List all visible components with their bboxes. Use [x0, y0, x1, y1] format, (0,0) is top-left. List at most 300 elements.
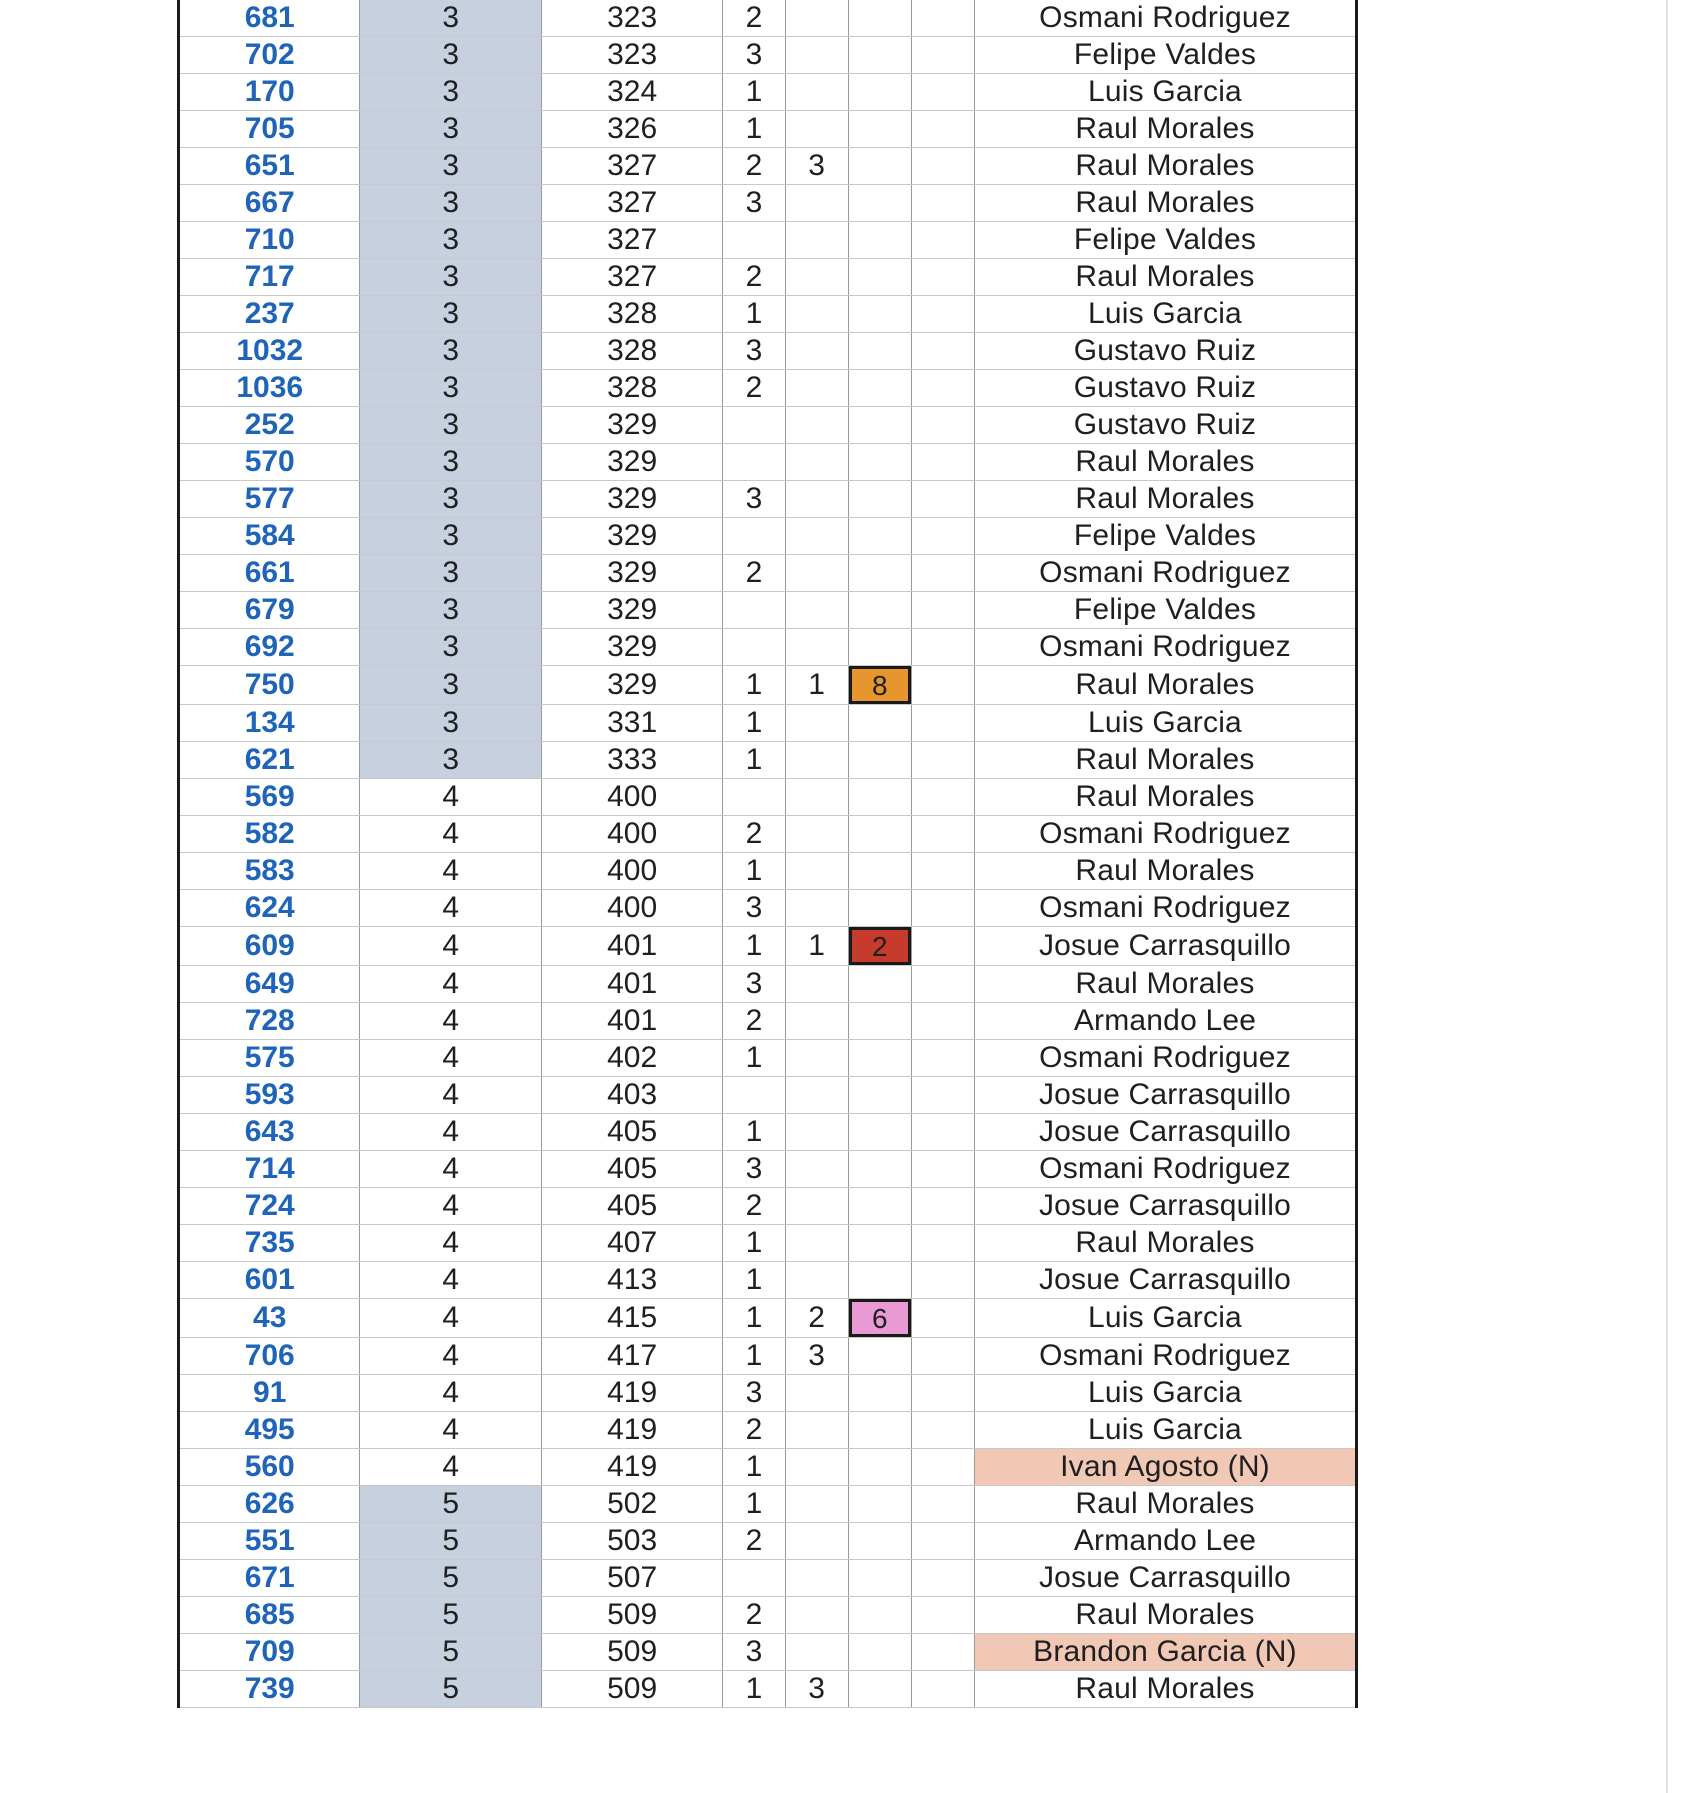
floor-cell: 4	[360, 1375, 541, 1412]
floor-cell: 3	[360, 37, 541, 74]
table-row	[179, 1560, 1357, 1597]
count-cell	[785, 296, 848, 333]
room-cell: 401	[541, 1003, 722, 1040]
unit-id-cell: 651	[179, 148, 360, 185]
unit-id-cell: 735	[179, 1225, 360, 1262]
count-cell	[785, 853, 848, 890]
count-cell	[785, 370, 848, 407]
inspector-name-cell: Felipe Valdes	[974, 222, 1356, 259]
inspector-name-cell: Armando Lee	[974, 1523, 1356, 1560]
blank-cell	[911, 1188, 974, 1225]
table-row	[179, 853, 1357, 890]
table-row	[179, 966, 1357, 1003]
room-cell: 333	[541, 742, 722, 779]
count-cell	[785, 0, 848, 37]
room-cell: 329	[541, 444, 722, 481]
count-cell	[785, 518, 848, 555]
tag-cell	[848, 1188, 911, 1225]
unit-id-cell: 705	[179, 111, 360, 148]
room-cell: 329	[541, 666, 722, 705]
blank-cell	[911, 1040, 974, 1077]
floor-cell: 4	[360, 1114, 541, 1151]
floor-cell: 3	[360, 259, 541, 296]
inspector-name-cell: Josue Carrasquillo	[974, 1077, 1356, 1114]
count-cell	[785, 481, 848, 518]
unit-id-cell: 43	[179, 1299, 360, 1338]
room-cell: 329	[541, 518, 722, 555]
tag-cell	[848, 742, 911, 779]
value-cell: 1	[723, 853, 785, 890]
count-cell	[785, 1003, 848, 1040]
blank-cell	[911, 370, 974, 407]
floor-cell: 3	[360, 148, 541, 185]
blank-cell	[911, 1597, 974, 1634]
count-cell	[785, 816, 848, 853]
floor-cell: 4	[360, 1151, 541, 1188]
value-cell: 1	[723, 1671, 785, 1708]
blank-cell	[911, 1114, 974, 1151]
tag-cell	[848, 705, 911, 742]
unit-id-cell: 569	[179, 779, 360, 816]
table-row	[179, 779, 1357, 816]
tag-cell	[848, 1412, 911, 1449]
blank-cell	[911, 222, 974, 259]
table-row	[179, 1523, 1357, 1560]
unit-id-cell: 706	[179, 1338, 360, 1375]
table-row	[179, 37, 1357, 74]
tag-cell	[848, 1114, 911, 1151]
value-cell: 2	[723, 0, 785, 37]
table-row	[179, 890, 1357, 927]
room-cell: 323	[541, 0, 722, 37]
tag-cell	[848, 1003, 911, 1040]
room-cell: 331	[541, 705, 722, 742]
unit-id-cell: 643	[179, 1114, 360, 1151]
count-cell	[785, 1449, 848, 1486]
value-cell: 2	[723, 370, 785, 407]
table-row	[179, 1634, 1357, 1671]
value-cell: 1	[723, 111, 785, 148]
room-cell: 419	[541, 1375, 722, 1412]
unit-id-cell: 685	[179, 1597, 360, 1634]
room-cell: 328	[541, 333, 722, 370]
count-cell	[785, 592, 848, 629]
value-cell: 2	[723, 1412, 785, 1449]
tag-cell	[848, 927, 911, 966]
blank-cell	[911, 74, 974, 111]
blank-cell	[911, 1375, 974, 1412]
value-cell: 3	[723, 1634, 785, 1671]
value-cell	[723, 1560, 785, 1597]
table-row	[179, 927, 1357, 966]
inspector-name-cell: Felipe Valdes	[974, 592, 1356, 629]
count-cell: 3	[785, 1338, 848, 1375]
value-cell: 3	[723, 890, 785, 927]
blank-cell	[911, 779, 974, 816]
blank-cell	[911, 481, 974, 518]
blank-cell	[911, 1262, 974, 1299]
table-row	[179, 1338, 1357, 1375]
floor-cell: 4	[360, 1262, 541, 1299]
room-cell: 323	[541, 37, 722, 74]
tag-cell	[848, 592, 911, 629]
unit-id-cell: 577	[179, 481, 360, 518]
room-cell: 324	[541, 74, 722, 111]
unit-id-cell: 709	[179, 1634, 360, 1671]
count-cell	[785, 1412, 848, 1449]
inspector-name-cell: Gustavo Ruiz	[974, 407, 1356, 444]
unit-id-cell: 551	[179, 1523, 360, 1560]
blank-cell	[911, 185, 974, 222]
room-cell: 327	[541, 148, 722, 185]
value-cell: 2	[723, 1523, 785, 1560]
table-body	[179, 0, 1357, 1708]
assignment-table	[177, 0, 1358, 1708]
value-cell: 1	[723, 1225, 785, 1262]
inspector-name-cell: Raul Morales	[974, 1225, 1356, 1262]
tag-cell	[848, 74, 911, 111]
tag-cell	[848, 296, 911, 333]
value-cell: 3	[723, 966, 785, 1003]
blank-cell	[911, 37, 974, 74]
floor-cell: 3	[360, 0, 541, 37]
value-cell: 3	[723, 185, 785, 222]
unit-id-cell: 681	[179, 0, 360, 37]
table-row	[179, 148, 1357, 185]
count-cell	[785, 1523, 848, 1560]
floor-cell: 5	[360, 1597, 541, 1634]
room-cell: 502	[541, 1486, 722, 1523]
count-cell	[785, 1077, 848, 1114]
value-cell: 3	[723, 1375, 785, 1412]
room-cell: 419	[541, 1449, 722, 1486]
inspector-name-cell: Josue Carrasquillo	[974, 1188, 1356, 1225]
table-row	[179, 1449, 1357, 1486]
blank-cell	[911, 444, 974, 481]
room-cell: 329	[541, 481, 722, 518]
table-row	[179, 222, 1357, 259]
blank-cell	[911, 1003, 974, 1040]
inspector-name-cell: Raul Morales	[974, 1486, 1356, 1523]
tag-cell	[848, 111, 911, 148]
value-cell: 1	[723, 1338, 785, 1375]
inspector-name-cell: Osmani Rodriguez	[974, 555, 1356, 592]
room-cell: 329	[541, 629, 722, 666]
tag-cell	[848, 1597, 911, 1634]
unit-id-cell: 560	[179, 1449, 360, 1486]
floor-cell: 3	[360, 629, 541, 666]
count-cell	[785, 1486, 848, 1523]
unit-id-cell: 252	[179, 407, 360, 444]
unit-id-cell: 724	[179, 1188, 360, 1225]
inspector-name-cell: Gustavo Ruiz	[974, 333, 1356, 370]
table-row	[179, 1671, 1357, 1708]
tag-cell	[848, 1449, 911, 1486]
value-cell: 2	[723, 1188, 785, 1225]
room-cell: 401	[541, 927, 722, 966]
tag-cell	[848, 1040, 911, 1077]
value-cell: 2	[723, 148, 785, 185]
value-cell	[723, 444, 785, 481]
floor-cell: 4	[360, 1003, 541, 1040]
page-edge-line	[1666, 0, 1668, 1793]
tag-cell	[848, 1151, 911, 1188]
inspector-name-cell: Osmani Rodriguez	[974, 1151, 1356, 1188]
floor-cell: 4	[360, 779, 541, 816]
floor-cell: 3	[360, 705, 541, 742]
floor-cell: 4	[360, 1338, 541, 1375]
unit-id-cell: 170	[179, 74, 360, 111]
table-row	[179, 592, 1357, 629]
room-cell: 405	[541, 1151, 722, 1188]
tag-cell	[848, 1338, 911, 1375]
inspector-name-cell: Raul Morales	[974, 666, 1356, 705]
table-row	[179, 407, 1357, 444]
floor-cell: 3	[360, 555, 541, 592]
inspector-name-cell: Gustavo Ruiz	[974, 370, 1356, 407]
value-cell: 1	[723, 927, 785, 966]
count-cell	[785, 1560, 848, 1597]
unit-id-cell: 584	[179, 518, 360, 555]
floor-cell: 4	[360, 890, 541, 927]
floor-cell: 5	[360, 1486, 541, 1523]
count-cell: 1	[785, 927, 848, 966]
tag-cell	[848, 0, 911, 37]
room-cell: 326	[541, 111, 722, 148]
room-cell: 327	[541, 185, 722, 222]
blank-cell	[911, 592, 974, 629]
floor-cell: 5	[360, 1634, 541, 1671]
unit-id-cell: 714	[179, 1151, 360, 1188]
count-cell	[785, 185, 848, 222]
value-cell: 1	[723, 1262, 785, 1299]
inspector-name-cell: Osmani Rodriguez	[974, 1338, 1356, 1375]
value-cell: 1	[723, 666, 785, 705]
table-row	[179, 518, 1357, 555]
tag-cell	[848, 1560, 911, 1597]
table-row	[179, 0, 1357, 37]
blank-cell	[911, 890, 974, 927]
table-row	[179, 1225, 1357, 1262]
room-cell: 509	[541, 1597, 722, 1634]
unit-id-cell: 593	[179, 1077, 360, 1114]
inspector-name-cell: Osmani Rodriguez	[974, 1040, 1356, 1077]
value-cell: 1	[723, 1486, 785, 1523]
room-cell: 400	[541, 853, 722, 890]
unit-id-cell: 661	[179, 555, 360, 592]
count-cell: 1	[785, 666, 848, 705]
inspector-name-cell: Luis Garcia	[974, 296, 1356, 333]
value-cell: 1	[723, 1040, 785, 1077]
tag-cell	[848, 37, 911, 74]
blank-cell	[911, 1486, 974, 1523]
floor-cell: 4	[360, 1299, 541, 1338]
tag-cell	[848, 222, 911, 259]
floor-cell: 3	[360, 592, 541, 629]
table-row	[179, 555, 1357, 592]
blank-cell	[911, 666, 974, 705]
value-cell	[723, 222, 785, 259]
count-cell	[785, 1225, 848, 1262]
room-cell: 405	[541, 1114, 722, 1151]
unit-id-cell: 582	[179, 816, 360, 853]
inspector-name-cell: Raul Morales	[974, 1597, 1356, 1634]
unit-id-cell: 750	[179, 666, 360, 705]
unit-id-cell: 692	[179, 629, 360, 666]
tag-cell	[848, 518, 911, 555]
floor-cell: 4	[360, 1040, 541, 1077]
count-cell	[785, 555, 848, 592]
table-row	[179, 74, 1357, 111]
blank-cell	[911, 1077, 974, 1114]
unit-id-cell: 575	[179, 1040, 360, 1077]
floor-cell: 4	[360, 1412, 541, 1449]
tag-cell	[848, 444, 911, 481]
tag-cell	[848, 1671, 911, 1708]
tag-cell	[848, 629, 911, 666]
floor-cell: 3	[360, 370, 541, 407]
inspector-name-cell: Luis Garcia	[974, 705, 1356, 742]
floor-cell: 3	[360, 333, 541, 370]
inspector-name-cell: Raul Morales	[974, 1671, 1356, 1708]
tag-cell	[848, 966, 911, 1003]
unit-id-cell: 1032	[179, 333, 360, 370]
value-cell: 2	[723, 259, 785, 296]
count-cell	[785, 966, 848, 1003]
count-cell	[785, 1188, 848, 1225]
blank-cell	[911, 816, 974, 853]
unit-id-cell: 649	[179, 966, 360, 1003]
count-cell	[785, 1375, 848, 1412]
room-cell: 329	[541, 407, 722, 444]
status-badge: 2	[849, 927, 911, 965]
inspector-name-cell: Felipe Valdes	[974, 37, 1356, 74]
blank-cell	[911, 629, 974, 666]
table-row	[179, 444, 1357, 481]
tag-cell	[848, 779, 911, 816]
count-cell	[785, 779, 848, 816]
value-cell: 3	[723, 1151, 785, 1188]
floor-cell: 5	[360, 1560, 541, 1597]
room-cell: 503	[541, 1523, 722, 1560]
count-cell	[785, 705, 848, 742]
unit-id-cell: 717	[179, 259, 360, 296]
blank-cell	[911, 1299, 974, 1338]
room-cell: 400	[541, 816, 722, 853]
tag-cell	[848, 666, 911, 705]
room-cell: 403	[541, 1077, 722, 1114]
floor-cell: 3	[360, 74, 541, 111]
room-cell: 402	[541, 1040, 722, 1077]
table-row	[179, 1151, 1357, 1188]
floor-cell: 5	[360, 1523, 541, 1560]
table-row	[179, 1486, 1357, 1523]
unit-id-cell: 671	[179, 1560, 360, 1597]
value-cell: 2	[723, 1003, 785, 1040]
blank-cell	[911, 1560, 974, 1597]
tag-cell	[848, 1523, 911, 1560]
count-cell	[785, 37, 848, 74]
table-row	[179, 705, 1357, 742]
inspector-name-cell: Osmani Rodriguez	[974, 890, 1356, 927]
count-cell	[785, 1040, 848, 1077]
unit-id-cell: 679	[179, 592, 360, 629]
unit-id-cell: 583	[179, 853, 360, 890]
inspector-name-cell: Ivan Agosto (N)	[974, 1449, 1356, 1486]
inspector-name-cell: Josue Carrasquillo	[974, 927, 1356, 966]
inspector-name-cell: Felipe Valdes	[974, 518, 1356, 555]
blank-cell	[911, 853, 974, 890]
tag-cell	[848, 185, 911, 222]
floor-cell: 4	[360, 1225, 541, 1262]
inspector-name-cell: Raul Morales	[974, 853, 1356, 890]
unit-id-cell: 624	[179, 890, 360, 927]
floor-cell: 3	[360, 185, 541, 222]
value-cell	[723, 518, 785, 555]
blank-cell	[911, 1449, 974, 1486]
floor-cell: 3	[360, 518, 541, 555]
tag-cell	[848, 370, 911, 407]
tag-cell	[848, 1299, 911, 1338]
inspector-name-cell: Raul Morales	[974, 966, 1356, 1003]
unit-id-cell: 134	[179, 705, 360, 742]
table-row	[179, 1412, 1357, 1449]
table-row	[179, 1114, 1357, 1151]
floor-cell: 3	[360, 481, 541, 518]
value-cell: 1	[723, 1299, 785, 1338]
tag-cell	[848, 1375, 911, 1412]
inspector-name-cell: Raul Morales	[974, 742, 1356, 779]
blank-cell	[911, 927, 974, 966]
value-cell	[723, 629, 785, 666]
value-cell	[723, 407, 785, 444]
table-row	[179, 296, 1357, 333]
count-cell	[785, 259, 848, 296]
blank-cell	[911, 1338, 974, 1375]
room-cell: 415	[541, 1299, 722, 1338]
table-row	[179, 1003, 1357, 1040]
room-cell: 413	[541, 1262, 722, 1299]
inspector-name-cell: Josue Carrasquillo	[974, 1560, 1356, 1597]
count-cell	[785, 1634, 848, 1671]
value-cell: 1	[723, 705, 785, 742]
table-row	[179, 742, 1357, 779]
tag-cell	[848, 1225, 911, 1262]
floor-cell: 4	[360, 966, 541, 1003]
tag-cell	[848, 890, 911, 927]
inspector-name-cell: Raul Morales	[974, 481, 1356, 518]
room-cell: 329	[541, 592, 722, 629]
blank-cell	[911, 1523, 974, 1560]
blank-cell	[911, 1671, 974, 1708]
blank-cell	[911, 296, 974, 333]
count-cell	[785, 629, 848, 666]
room-cell: 507	[541, 1560, 722, 1597]
blank-cell	[911, 966, 974, 1003]
count-cell	[785, 444, 848, 481]
inspector-name-cell: Luis Garcia	[974, 1299, 1356, 1338]
unit-id-cell: 728	[179, 1003, 360, 1040]
floor-cell: 3	[360, 444, 541, 481]
blank-cell	[911, 1412, 974, 1449]
value-cell	[723, 592, 785, 629]
floor-cell: 3	[360, 407, 541, 444]
blank-cell	[911, 1634, 974, 1671]
count-cell: 3	[785, 1671, 848, 1708]
tag-cell	[848, 816, 911, 853]
table-row	[179, 666, 1357, 705]
count-cell: 2	[785, 1299, 848, 1338]
